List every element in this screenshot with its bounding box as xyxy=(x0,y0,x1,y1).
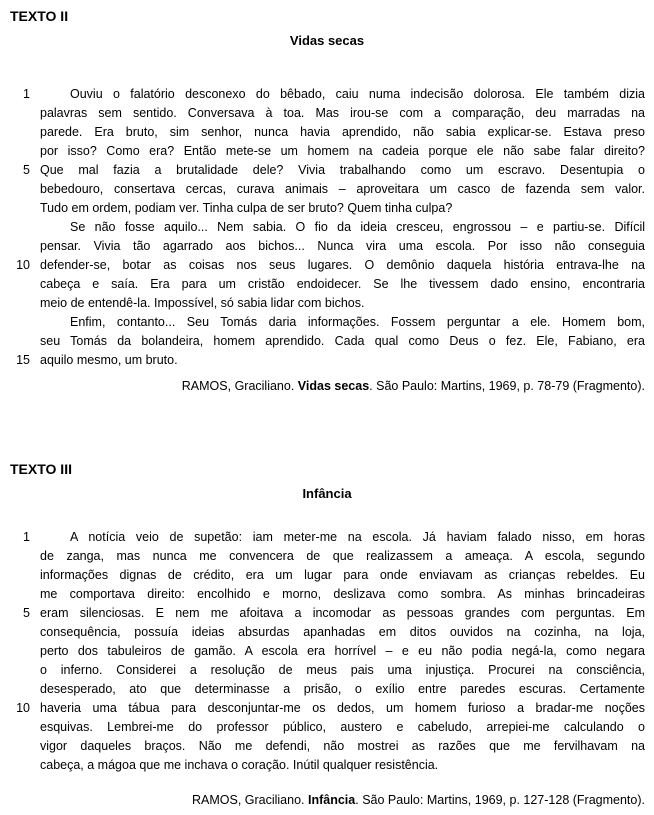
text-line xyxy=(0,718,654,737)
text-line-content: Que mal fazia a brutalidade dele? Vivia trabalhando como um escravo. Desentupia o xyxy=(40,163,645,177)
citation-author: RAMOS, Graciliano. xyxy=(181,379,298,393)
texto-3-label: TEXTO III xyxy=(10,461,72,477)
texto-2-citation xyxy=(0,379,654,394)
citation-work-title: Infância xyxy=(308,793,356,807)
line-number xyxy=(0,199,30,218)
citation-publisher: . São Paulo: Martins, 1969, p. 78-79 (Fragmento). xyxy=(369,379,645,393)
text-line-content: seu Tomás da bolandeira, homem aprendido. Cada qual como Deus o fez. Ele, Fabiano, era xyxy=(40,334,645,348)
line-number xyxy=(0,123,30,142)
text-line xyxy=(0,547,654,566)
text-line xyxy=(0,566,654,585)
text-line xyxy=(0,699,654,718)
text-line xyxy=(0,604,654,623)
text-line xyxy=(0,585,654,604)
text-line-content: Se não fosse aquilo... Nem sabia. O fio da ideia cresceu, engrossou – e partiu-se. Difícil xyxy=(70,220,645,234)
line-number xyxy=(0,661,30,680)
text-line-content: haveria uma tábua para desconjuntar-me os dedos, um homem furioso a bradar-me noções xyxy=(40,701,645,715)
line-number xyxy=(0,585,30,604)
text-line xyxy=(0,528,654,547)
texto-3-section xyxy=(0,394,654,808)
text-line-content: cabeça e saía. Era para um cristão endoidecer. Se lhe tivessem dado ensino, encontraria xyxy=(40,277,645,291)
text-line-content: vigor daqueles braços. Não me defendi, não mostrei as razões que me fervilhavam na xyxy=(40,739,645,753)
line-number xyxy=(0,547,30,566)
text-line-content: esquivas. Lembrei-me do professor público, austero e cabeludo, arrepiei-me calculando o xyxy=(40,720,645,734)
line-number xyxy=(0,275,30,294)
text-line xyxy=(0,737,654,756)
text-line-content: cabeça, a mágoa que me inchava o coração. Inútil qualquer resistência. xyxy=(40,758,439,772)
line-number: 5 xyxy=(23,163,30,177)
text-line-content: defender-se, botar as coisas nos seus lugares. O demônio daquela história entrava-lhe na xyxy=(40,258,645,272)
text-line xyxy=(0,256,654,275)
line-number xyxy=(0,237,30,256)
text-line xyxy=(0,275,654,294)
line-number xyxy=(0,642,30,661)
citation-author: RAMOS, Graciliano. xyxy=(191,793,308,807)
text-line-content: aquilo mesmo, um bruto. xyxy=(40,353,178,367)
line-number xyxy=(0,680,30,699)
text-line xyxy=(0,104,654,123)
text-line-content: Ouviu o falatório desconexo do bêbado, caiu numa indecisão dolorosa. Ele também dizia xyxy=(70,87,645,101)
texto-3-body xyxy=(0,528,654,775)
line-number: 10 xyxy=(16,258,30,272)
text-line xyxy=(0,237,654,256)
line-number: 10 xyxy=(16,701,30,715)
line-number xyxy=(0,623,30,642)
texto-2-title: Vidas secas xyxy=(289,33,365,48)
text-line-content: perto dos tabuleiros de gamão. A escola era horrível – e eu não podia negá-la, como negara xyxy=(40,644,645,658)
text-line xyxy=(0,199,654,218)
line-number: 1 xyxy=(23,530,30,544)
line-number: 5 xyxy=(23,606,30,620)
text-line-content: Tudo em ordem, podiam ver. Tinha culpa de ser bruto? Quem tinha culpa? xyxy=(40,201,453,215)
text-line xyxy=(0,332,654,351)
text-line-content: parede. Era bruto, sim senhor, nunca havia aprendido, não sabia explicar-se. Estava preso xyxy=(40,125,645,139)
text-line-content: o inferno. Considerei a resolução de meus pais uma injustiça. Procurei na consciência, xyxy=(40,663,645,677)
text-line xyxy=(0,642,654,661)
text-line xyxy=(0,680,654,699)
line-number xyxy=(0,718,30,737)
text-line-content: pensar. Vivia tão agarrado aos bichos... Nunca vira uma escola. Por isso não conseguia xyxy=(40,239,645,253)
texto-3-citation xyxy=(0,793,654,808)
citation-publisher: . São Paulo: Martins, 1969, p. 127-128 (Fragmento). xyxy=(355,793,645,807)
line-number xyxy=(0,332,30,351)
line-number xyxy=(0,104,30,123)
text-line-content: informações dignas de crédito, era um lugar para onde enviavam as crianças rebeldes. Eu xyxy=(40,568,645,582)
text-line-content: eram silenciosas. E nem me afoitava a incomodar as pessoas grandes com perguntas. Em xyxy=(40,606,645,620)
texto-2-section xyxy=(0,0,654,394)
text-line-content: meio de entendê-la. Impossível, só sabia lidar com bichos. xyxy=(40,296,365,310)
line-number xyxy=(0,566,30,585)
text-line xyxy=(0,294,654,313)
text-line xyxy=(0,85,654,104)
line-number xyxy=(0,294,30,313)
text-line xyxy=(0,313,654,332)
text-line-content: me comportava direito: encolhido e morno, deslizava como sombra. As minhas brincadeiras xyxy=(40,587,645,601)
line-number: 1 xyxy=(23,87,30,101)
text-line-content: Enfim, contanto... Seu Tomás daria informações. Fossem perguntar a ele. Homem bom, xyxy=(70,315,645,329)
text-line-content: bebedouro, consertava cercas, curava animais – aproveitara um casco de fazenda sem valor. xyxy=(40,182,645,196)
line-number xyxy=(0,218,30,237)
texto-3-title: Infância xyxy=(302,486,352,501)
line-number xyxy=(0,313,30,332)
text-line-content: consequência, possuía ideias absurdas apanhadas em ditos ouvidos na cozinha, na loja, xyxy=(40,625,645,639)
text-line xyxy=(0,123,654,142)
text-line xyxy=(0,351,654,370)
text-line xyxy=(0,180,654,199)
text-line-content: por isso? Como era? Então mete-se um homem na cadeia porque ele não sabe falar direito? xyxy=(40,144,645,158)
citation-work-title: Vidas secas xyxy=(297,379,370,393)
line-number xyxy=(0,180,30,199)
text-line xyxy=(0,756,654,775)
texto-2-body xyxy=(0,85,654,370)
text-line-content: desesperado, ato que determinasse a prisão, o exílio entre paredes escuras. Certamente xyxy=(40,682,645,696)
text-line-content: A notícia veio de supetão: iam meter-me na escola. Já haviam falado nisso, em horas xyxy=(70,530,645,544)
line-number xyxy=(0,142,30,161)
text-line xyxy=(0,142,654,161)
text-line xyxy=(0,161,654,180)
line-number xyxy=(0,756,30,775)
line-number xyxy=(0,737,30,756)
text-line xyxy=(0,661,654,680)
text-line xyxy=(0,218,654,237)
text-line-content: palavras sem sentido. Conversava à toa. Mas irou-se com a comparação, deu marradas na xyxy=(40,106,645,120)
line-number: 15 xyxy=(16,353,30,367)
texto-2-label: TEXTO II xyxy=(10,8,69,24)
text-line xyxy=(0,623,654,642)
text-line-content: de zanga, mas nunca me convencera de que realizassem a ameaça. A escola, segundo xyxy=(40,549,645,563)
